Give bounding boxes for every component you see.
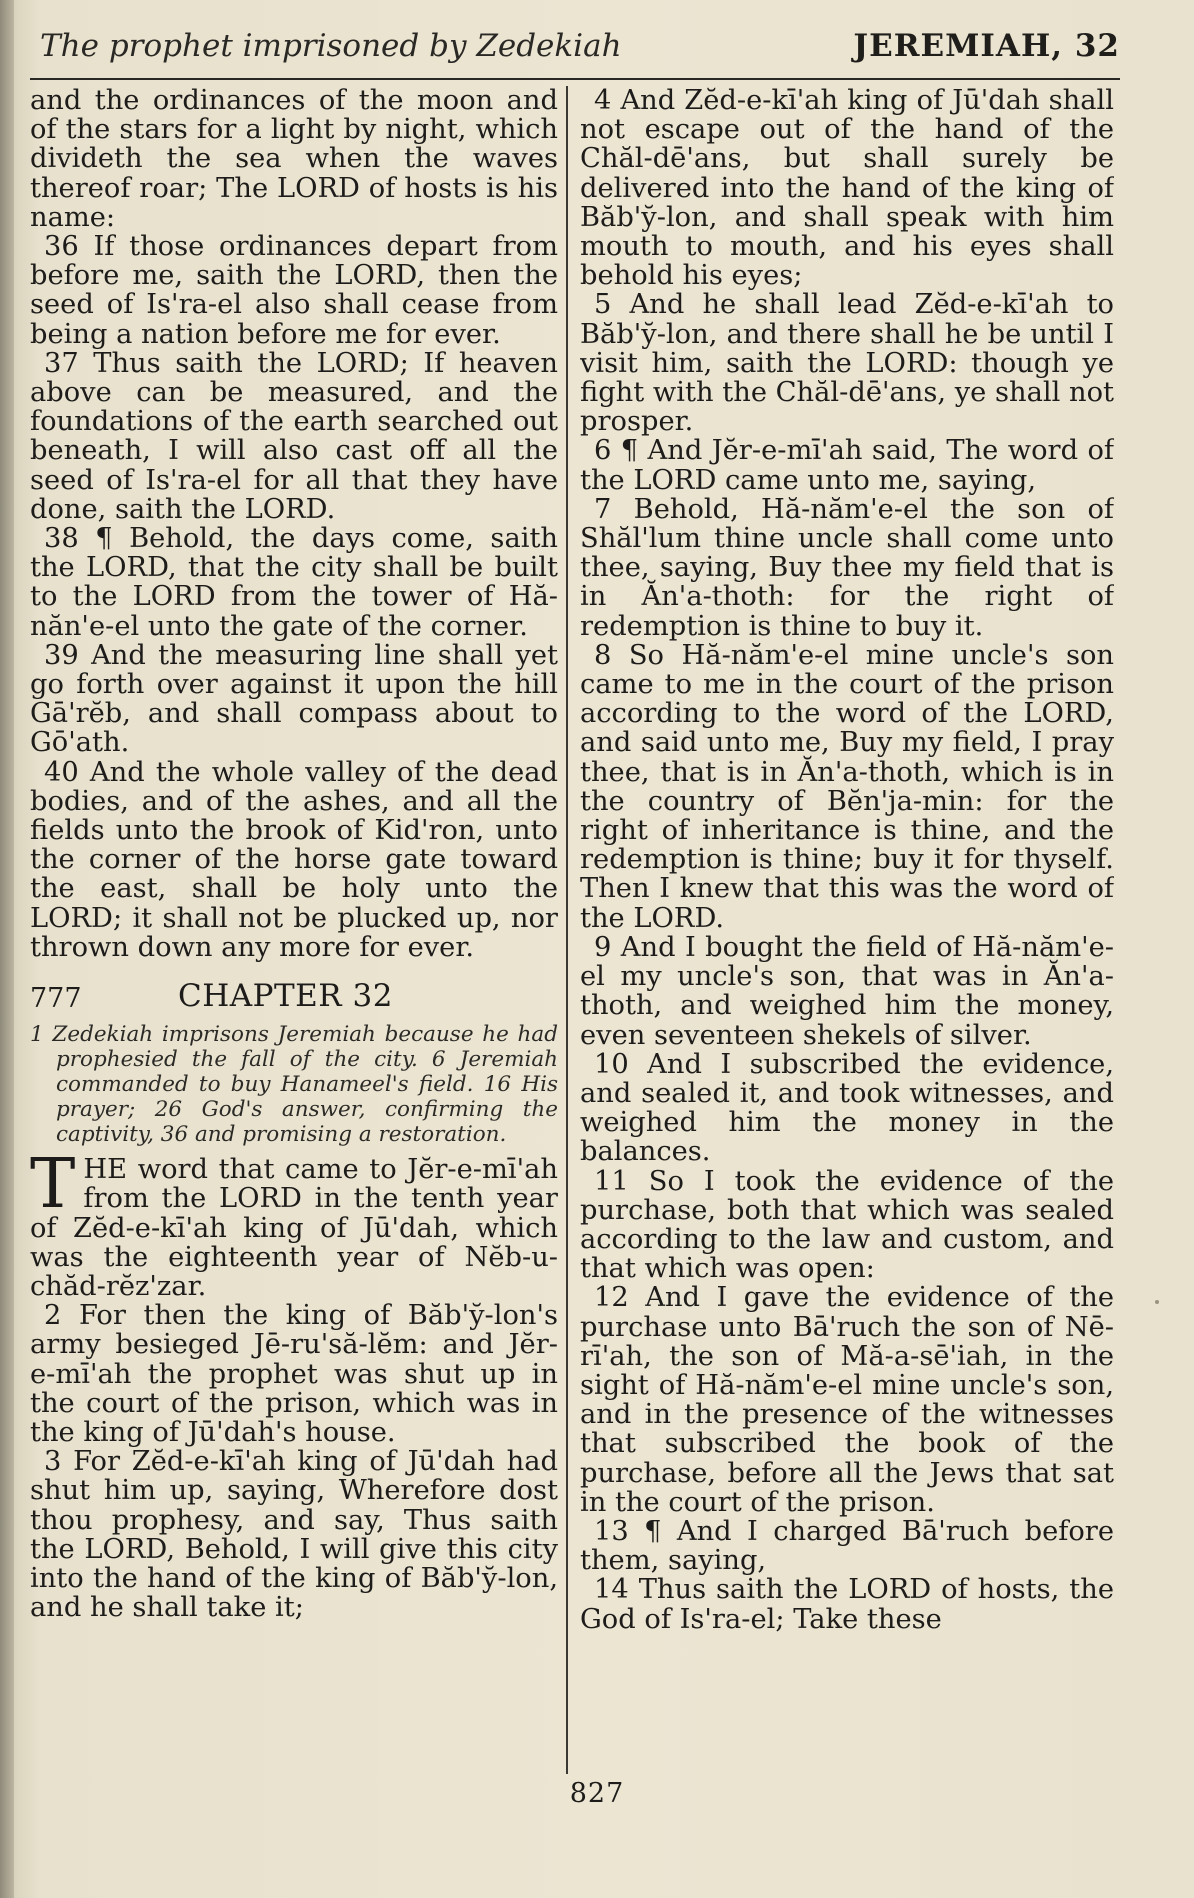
running-header [40, 28, 1120, 72]
chapter-heading [30, 978, 558, 1020]
chapter-reference-number: 777 [30, 983, 82, 1015]
drop-cap: T [30, 1145, 76, 1225]
left-column [30, 86, 558, 1776]
verse-4: 4 And Zĕd-e-kī'ah king of Jū'dah shall not escape out of the hand of the Chăl-dē'ans, but shall surely be delivered into the hand of the king of Băb'y̆-lon, and shall speak with him mouth to mouth, and his eyes shall behold his eyes; [580, 86, 1114, 292]
verse-7: 7 Behold, Hă-năm'e-el the son of Shăl'lum thine uncle shall come unto thee, saying, Buy thee my field that is in Ăn'a-thoth: for the right of redemption is thine to buy it. [580, 493, 1114, 642]
verse-10: 10 And I subscribed the evidence, and sealed it, and took witnesses, and weighed him the money in the balances. [580, 1048, 1114, 1168]
verse-38: 38 ¶ Behold, the days come, saith the LORD, that the city shall be built to the LORD from the tower of Hă-năn'e-el unto the gate of the corner. [30, 523, 558, 642]
verse-5: 5 And he shall lead Zĕd-e-kī'ah to Băb'y̆-lon, and there shall he be until I visit him, saith the LORD: though ye fight with the Chăl-dē'ans, ye shall not prosper. [580, 289, 1114, 438]
column-divider [566, 86, 568, 1774]
chapter-summary: 1 Zedekiah imprisons Jeremiah because he had prophesied the fall of the city. 6 Jeremiah commanded to buy Hanameel's field. 16 His prayer; 26 God's answer, confirming the captivity, 36 and promising a restoration. [30, 1022, 558, 1148]
verse-12: 12 And I gave the evidence of the purchase unto Bā'ruch the son of Nē-rī'ah, the son of Mă-a-sē'iah, in the sight of Hă-năm'e-el mine uncle's son, and in the presence of the witnesses that subscribed the book of the purchase, before all the Jews that sat in the court of the prison. [580, 1282, 1114, 1518]
paper-speck [1155, 1300, 1159, 1304]
right-column [580, 86, 1114, 1776]
verse-9: 9 And I bought the field of Hă-năm'e-el my uncle's son, that was in Ăn'a-thoth, and weighed him the money, even seventeen shekels of silver. [580, 931, 1114, 1051]
header-topic: The prophet imprisoned by Zedekiah [40, 28, 622, 64]
verse-36: 36 If those ordinances depart from before me, saith the LORD, then the seed of Is'ra-el also shall cease from being a nation before me for ever. [30, 231, 558, 350]
verse-6: 6 ¶ And Jĕr-e-mī'ah said, The word of the LORD came unto me, saying, [580, 435, 1114, 496]
verse-14: 14 Thus saith the LORD of hosts, the God of Is'ra-el; Take these [580, 1574, 1114, 1635]
chapter-title: CHAPTER 32 [178, 978, 393, 1015]
verse-37: 37 Thus saith the LORD; If heaven above can be measured, and the foundations of the earth searched out beneath, I will also cast off all the seed of Is'ra-el for all that they have done, saith the LORD. [30, 347, 558, 525]
verse-continuation: and the ordinances of the moon and of the stars for a light by night, which divideth the sea when the waves thereof roar; The LORD of hosts is his name: [30, 86, 558, 233]
verse-8: 8 So Hă-năm'e-el mine uncle's son came to me in the court of the prison according to the word of the LORD, and said unto me, Buy my field, I pray thee, that is in Ăn'a-thoth, which is in the country of Bĕn'ja-min: for the right of inheritance is thine, and the redemption is thine; buy it for thyself. Then I knew that this was the word of the LORD. [580, 639, 1114, 934]
verse-2: 2 For then the king of Băb'y̆-lon's army besieged Jē-ru'să-lĕm: and Jĕr-e-mī'ah the prophet was shut up in the court of the prison, which was in the king of Jū'dah's house. [30, 1300, 558, 1448]
verse-13: 13 ¶ And I charged Bā'ruch before them, saying, [580, 1515, 1114, 1577]
header-book-chapter: JEREMIAH, 32 [853, 28, 1120, 64]
verse-3: 3 For Zĕd-e-kī'ah king of Jū'dah had shut him up, saying, Wherefore dost thou prophesy, and say, Thus saith the LORD, Behold, I will give this city into the hand of the king of Băb'y̆-lon, and he shall take it; [30, 1446, 558, 1624]
binding-shadow [0, 0, 14, 1898]
verse-1 [30, 1145, 558, 1302]
verse-39: 39 And the measuring line shall yet go forth over against it upon the hill Gā'rĕb, and shall compass about to Gō'ath. [30, 639, 558, 759]
page-number: 827 [569, 1778, 625, 1809]
verse-11: 11 So I took the evidence of the purchase, both that which was sealed according to the law and custom, and that which was open: [580, 1165, 1114, 1285]
verse-40: 40 And the whole valley of the dead bodies, and of the ashes, and all the fields unto the brook of Kid'ron, unto the corner of the horse gate toward the east, shall be holy unto the LORD; it shall not be plucked up, nor thrown down any more for ever. [30, 756, 558, 963]
verse-1-text: HE word that came to Jĕr-e-mī'ah from the LORD in the tenth year of Zĕd-e-kī'ah king of Jū'dah, which was the eighteenth year of Nĕb-u-chăd-rĕz'zar. [30, 1154, 558, 1302]
header-rule [30, 78, 1120, 80]
